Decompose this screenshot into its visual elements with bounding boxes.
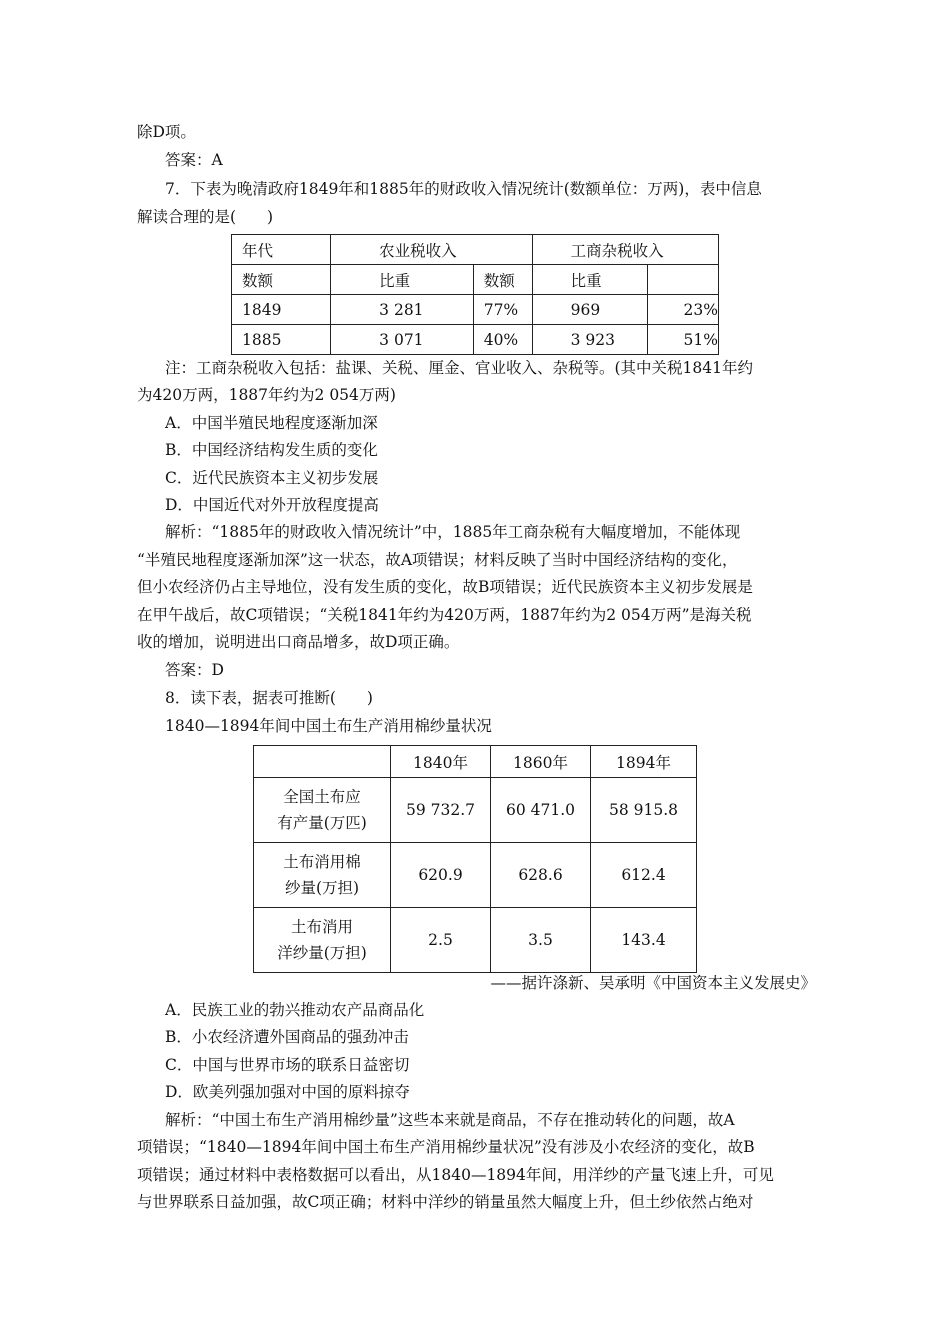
row-label-line: 土布消用棉 <box>283 853 361 871</box>
text-line: 除D项。 <box>137 123 196 141</box>
table-header-cell: 工商杂税收入 <box>532 235 718 265</box>
row-label-line: 洋纱量(万担) <box>277 944 367 962</box>
explanation-line: 解析：“1885年的财政收入情况统计”中，1885年工商杂税有大幅度增加，不能体现 <box>165 523 741 541</box>
table-subheader-cell <box>647 265 718 295</box>
row-label-cell <box>254 908 391 973</box>
table-header-cell: 年代 <box>232 235 331 265</box>
table-cell: 628.6 <box>491 843 591 908</box>
row-label-line: 纱量(万担) <box>284 879 360 897</box>
option-d: D．欧美列强加强对中国的原料掠夺 <box>165 1083 410 1101</box>
option-c: C．近代民族资本主义初步发展 <box>165 469 379 487</box>
table-subheader-cell: 数额 <box>473 265 532 295</box>
table-cell: 3 071 <box>331 325 474 355</box>
option-a: A．中国半殖民地程度逐渐加深 <box>165 414 378 432</box>
row-label-line: 全国土布应 <box>283 788 361 806</box>
answer-line: 答案：A <box>165 151 223 169</box>
table-title: 1840—1894年间中国土布生产消用棉纱量状况 <box>165 717 492 735</box>
table-cell: 2.5 <box>391 908 491 973</box>
row-label-line: 土布消用 <box>290 918 353 936</box>
row-label-line: 有产量(万匹) <box>277 814 367 832</box>
explanation-line: 收的增加，说明进出口商品增多，故D项正确。 <box>137 633 460 651</box>
table-note: 注：工商杂税收入包括：盐课、关税、厘金、官业收入、杂税等。(其中关税1841年约 <box>165 359 753 377</box>
explanation-line: 与世界联系日益加强，故C项正确；材料中洋纱的销量虽然大幅度上升，但土纱依然占绝对 <box>137 1193 754 1211</box>
table-cell: 58 915.8 <box>591 778 697 843</box>
table-header-cell: 1840年 <box>391 746 491 778</box>
table-cell: 51% <box>647 325 718 355</box>
table-subheader-cell: 数额 <box>232 265 331 295</box>
answer-line: 答案：D <box>165 661 224 679</box>
table-cell: 23% <box>647 295 718 325</box>
explanation-line: 但小农经济仍占主导地位，没有发生质的变化，故B项错误；近代民族资本主义初步发展是 <box>137 578 753 596</box>
explanation-line: “半殖民地程度逐渐加深”这一状态，故A项错误；材料反映了当时中国经济结构的变化， <box>137 551 738 569</box>
table-cell: 1849 <box>232 295 331 325</box>
explanation-line: 在甲午战后，故C项错误；“关税1841年约为420万两，1887年约为2 054万两”是海关税 <box>137 606 752 624</box>
table-cell: 143.4 <box>591 908 697 973</box>
table-cell: 77% <box>473 295 532 325</box>
table-header-cell: 1860年 <box>491 746 591 778</box>
table-cell: 59 732.7 <box>391 778 491 843</box>
table-source: ——据许涤新、吴承明《中国资本主义发展史》 <box>490 974 816 992</box>
explanation-line: 项错误；“1840—1894年间中国土布生产消用棉纱量状况”没有涉及小农经济的变化，故B <box>137 1138 755 1156</box>
table-note-cont: 为420万两，1887年约为2 054万两) <box>137 386 396 404</box>
question-7-stem-cont: 解读合理的是( ) <box>137 208 274 226</box>
table-subheader-cell: 比重 <box>532 265 647 295</box>
option-a: A．民族工业的勃兴推动农产品商品化 <box>165 1001 425 1019</box>
question-8-stem: 8．读下表，据表可推断( ) <box>165 689 373 707</box>
fiscal-revenue-table <box>231 234 719 355</box>
option-b: B．中国经济结构发生质的变化 <box>165 441 378 459</box>
table-subheader-cell: 比重 <box>331 265 474 295</box>
explanation-line: 项错误；通过材料中表格数据可以看出，从1840—1894年间，用洋纱的产量飞速上升，可见 <box>137 1166 774 1184</box>
table-cell: 969 <box>532 295 647 325</box>
table-header-cell: 农业税收入 <box>331 235 532 265</box>
table-cell: 60 471.0 <box>491 778 591 843</box>
row-label-cell <box>254 843 391 908</box>
table-cell: 3.5 <box>491 908 591 973</box>
table-cell: 40% <box>473 325 532 355</box>
yarn-consumption-table <box>253 745 697 973</box>
table-header-cell: 1894年 <box>591 746 697 778</box>
table-cell: 620.9 <box>391 843 491 908</box>
table-cell: 1885 <box>232 325 331 355</box>
explanation-line: 解析：“中国土布生产消用棉纱量”这些本来就是商品，不存在推动转化的问题，故A <box>165 1111 735 1129</box>
row-label-cell <box>254 778 391 843</box>
question-7-stem: 7．下表为晚清政府1849年和1885年的财政收入情况统计(数额单位：万两)，表中信息 <box>165 180 762 198</box>
option-b: B．小农经济遭外国商品的强劲冲击 <box>165 1028 409 1046</box>
table-cell: 3 923 <box>532 325 647 355</box>
table-cell: 3 281 <box>331 295 474 325</box>
table-header-cell <box>254 746 391 778</box>
option-c: C．中国与世界市场的联系日益密切 <box>165 1056 410 1074</box>
table-cell: 612.4 <box>591 843 697 908</box>
option-d: D．中国近代对外开放程度提高 <box>165 496 379 514</box>
